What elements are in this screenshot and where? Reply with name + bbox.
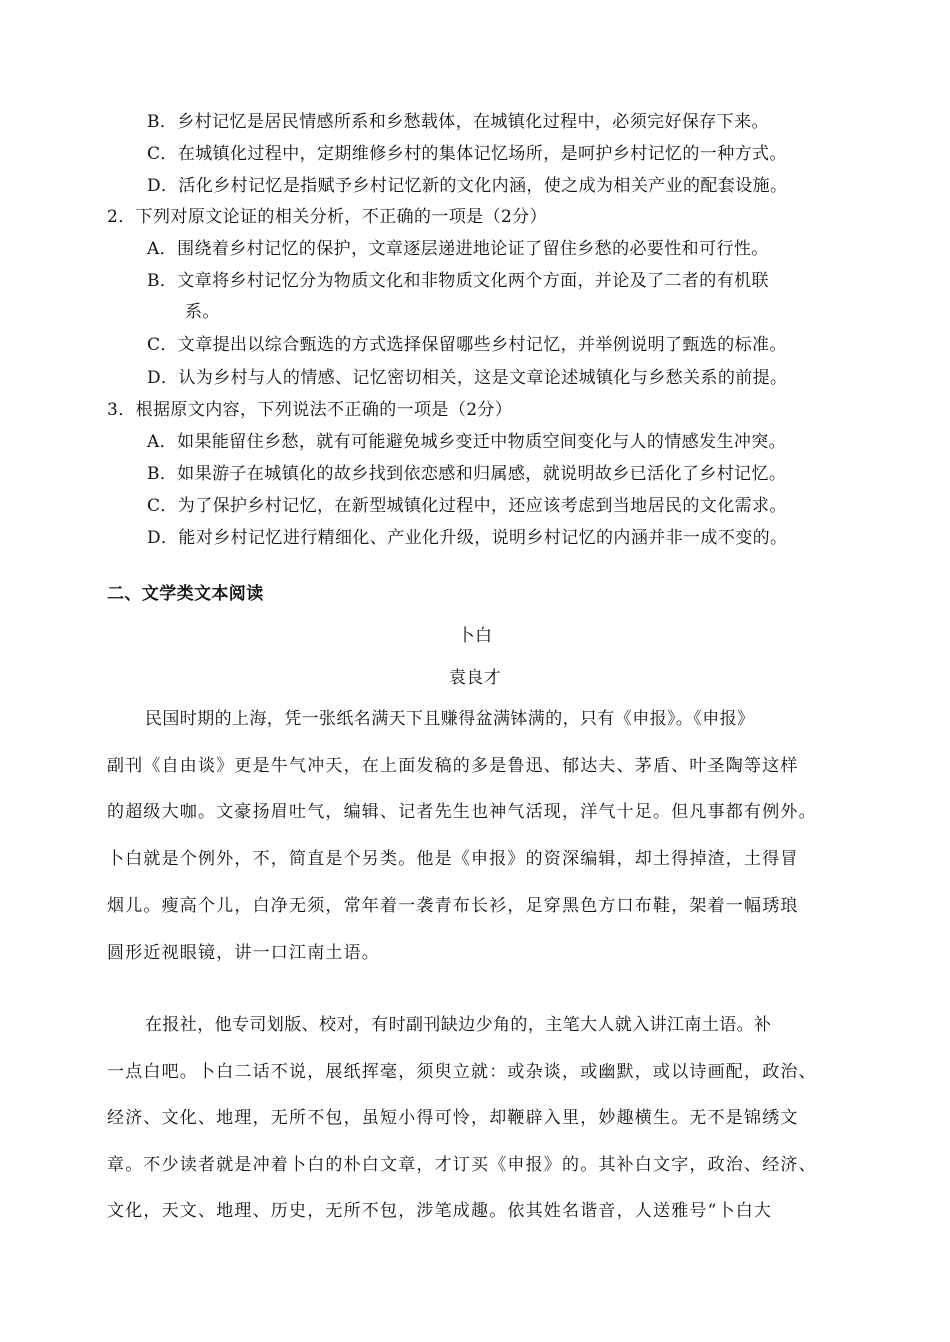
q3-option-d: D．能对乡村记忆进行精细化、产业化升级，说明乡村记忆的内涵并非一成不变的。 bbox=[147, 528, 788, 548]
section-heading: 二、文学类文本阅读 bbox=[107, 584, 264, 604]
para2-line4: 章。不少读者就是冲着卜白的朴白文章，才订买《申报》的。其补白文字，政治、经济、 bbox=[107, 1155, 817, 1175]
story-author: 袁良才 bbox=[448, 668, 502, 688]
para2-line1: 在报社，他专司划版、校对，有时副刊缺边少角的，主笔大人就入讲江南土语。补 bbox=[145, 1015, 772, 1035]
story-title: 卜白 bbox=[457, 626, 493, 646]
para1-line6: 圆形近视眼镜，讲一口江南土语。 bbox=[107, 943, 380, 963]
q2-option-b-line2: 系。 bbox=[185, 302, 220, 322]
q3-stem: 3．根据原文内容，下列说法不正确的一项是（2分） bbox=[107, 400, 513, 420]
q1-option-d: D．活化乡村记忆是指赋予乡村记忆新的文化内涵，使之成为相关产业的配套设施。 bbox=[147, 176, 788, 196]
q3-option-a: A．如果能留住乡愁，就有可能避免城乡变迁中物质空间变化与人的情感发生冲突。 bbox=[147, 432, 787, 452]
q2-option-c: C．文章提出以综合甄选的方式选择保留哪些乡村记忆，并举例说明了甄选的标准。 bbox=[147, 335, 787, 355]
para1-line1: 民国时期的上海，凭一张纸名满天下且赚得盆满钵满的，只有《申报》。《申报》 bbox=[145, 709, 755, 729]
q1-option-b: B．乡村记忆是居民情感所系和乡愁载体，在城镇化过程中，必须完好保存下来。 bbox=[147, 112, 769, 132]
q3-option-b: B．如果游子在城镇化的故乡找到依恋感和归属感，就说明故乡已活化了乡村记忆。 bbox=[147, 464, 787, 484]
q2-option-d: D．认为乡村与人的情感、记忆密切相关，这是文章论述城镇化与乡愁关系的前提。 bbox=[147, 368, 788, 388]
q1-option-c: C．在城镇化过程中，定期维修乡村的集体记忆场所，是呵护乡村记忆的一种方式。 bbox=[147, 144, 787, 164]
para2-line2: 一点白吧。卜白二话不说，展纸挥毫，须臾立就：或杂谈，或幽默，或以诗画配，政治、 bbox=[107, 1062, 817, 1082]
q2-stem: 2．下列对原文论证的相关分析，不正确的一项是（2分） bbox=[107, 207, 548, 227]
para1-line4: 卜白就是个例外，不，简直是个另类。他是《申报》的资深编辑，却土得掉渣，土得冒 bbox=[107, 849, 799, 869]
q2-option-a: A．围绕着乡村记忆的保护，文章逐层递进地论证了留住乡愁的必要性和可行性。 bbox=[147, 239, 769, 259]
q3-option-c: C．为了保护乡村记忆，在新型城镇化过程中，还应该考虑到当地居民的文化需求。 bbox=[147, 496, 787, 516]
q2-option-b-line1: B．文章将乡村记忆分为物质文化和非物质文化两个方面，并论及了二者的有机联 bbox=[147, 271, 769, 291]
para1-line3: 的超级大咖。文豪扬眉吐气，编辑、记者先生也神气活现，洋气十足。但凡事都有例外。 bbox=[107, 802, 817, 822]
para1-line2: 副刊《自由谈》更是牛气冲天，在上面发稿的多是鲁迅、郁达夫、茅盾、叶圣陶等这样 bbox=[107, 756, 799, 776]
para2-line3: 经济、文化、地理，无所不包，虽短小得可怜，却鞭辟入里，妙趣横生。无不是锦绣文 bbox=[107, 1108, 799, 1128]
para2-line5: 文化，天文、地理、历史，无所不包，涉笔成趣。依其姓名谐音，人送雅号“卜白大 bbox=[107, 1201, 773, 1221]
para1-line5: 烟儿。瘦高个儿，白净无须，常年着一袭青布长衫，足穿黑色方口布鞋，架着一幅琇琅 bbox=[107, 896, 799, 916]
